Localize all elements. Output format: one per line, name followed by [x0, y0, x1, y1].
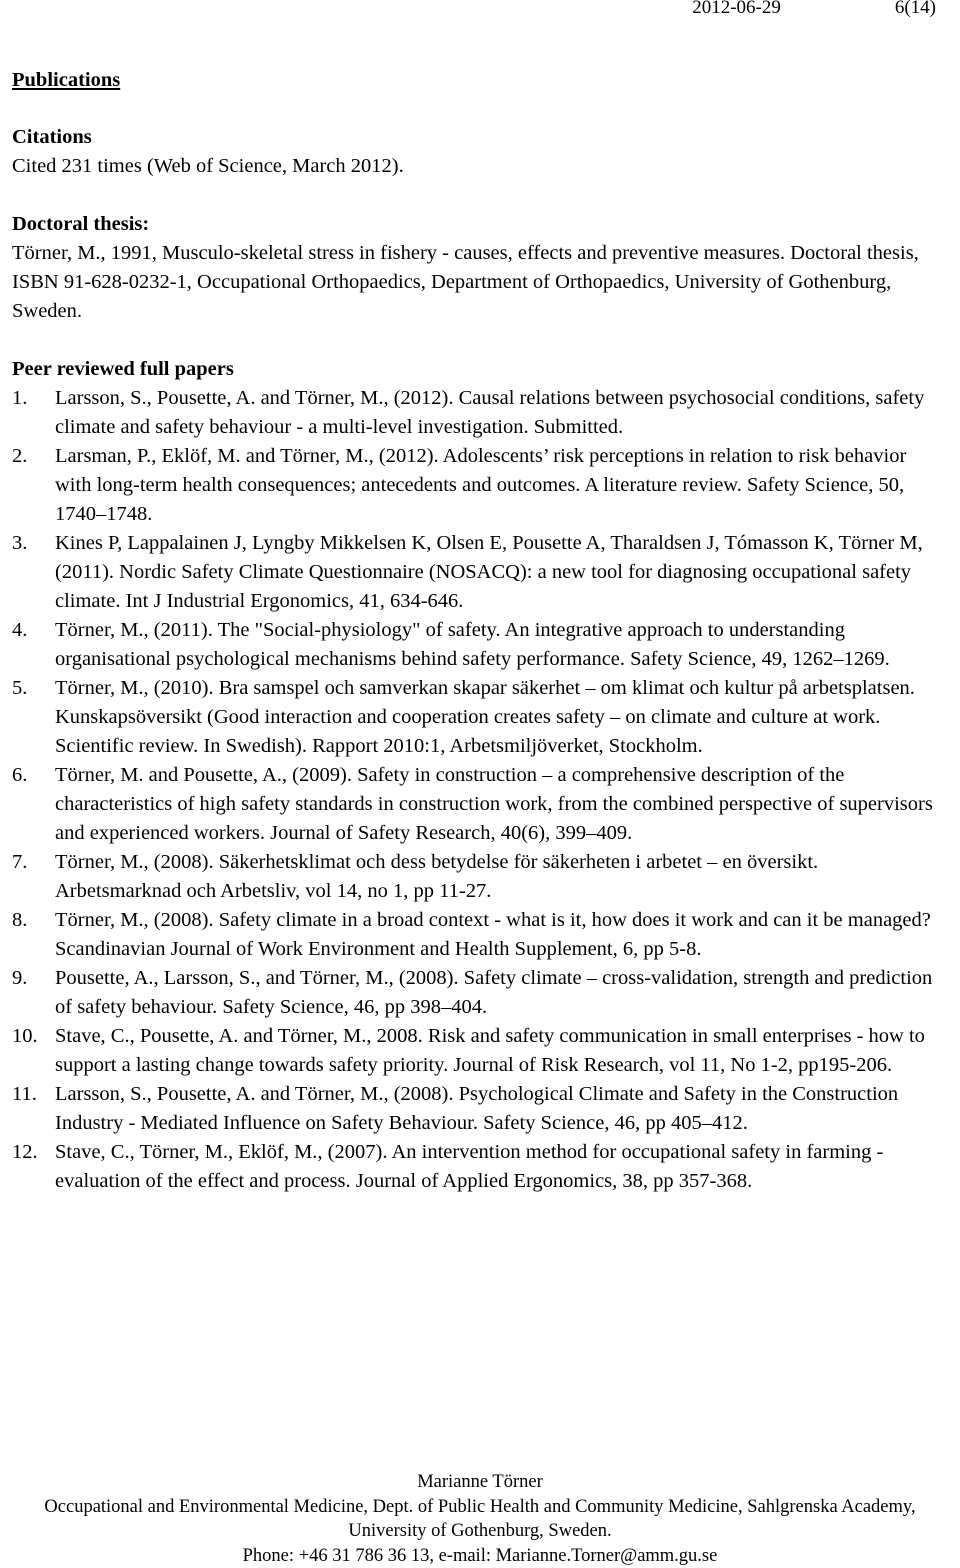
publication-item [12, 442, 942, 529]
publication-text: Törner, M., (2010). Bra samspel och samverkan skapar säkerhet – om klimat och kultur på arbetsplatsen. Kunskapsöversikt (Good interaction and cooperation creates safety – on climate and culture at work. Scientific review. In Swedish). Rapport 2010:1, Arbetsmiljöverket, Stockholm. [55, 677, 915, 757]
publication-item [12, 1138, 942, 1196]
publication-number: 7. [12, 848, 27, 877]
doctoral-text: Törner, M., 1991, Musculo-skeletal stress in fishery - causes, effects and preventive measures. Doctoral thesis, ISBN 91-628-0232-1, Occupational Orthopaedics, Department of Orthopaedics, University of Gothenburg, Sweden. [12, 239, 942, 326]
publication-item [12, 674, 942, 761]
publication-number: 3. [12, 529, 27, 558]
page-header [692, 0, 936, 20]
publication-number: 2. [12, 442, 27, 471]
publication-text: Larsson, S., Pousette, A. and Törner, M., (2012). Causal relations between psychosocial conditions, safety climate and safety behaviour - a multi-level investigation. Submitted. [55, 387, 924, 438]
publication-text: Törner, M., (2008). Säkerhetsklimat och dess betydelse för säkerheten i arbetet – en översikt. Arbetsmarknad och Arbetsliv, vol 14, no 1, pp 11-27. [55, 851, 818, 902]
publication-text: Kines P, Lappalainen J, Lyngby Mikkelsen K, Olsen E, Pousette A, Tharaldsen J, Tómasson K, Törner M, (2011). Nordic Safety Climate Questionnaire (NOSACQ): a new tool for diagnosing occupational safety climate. Int J Industrial Ergonomics, 41, 634-646. [55, 532, 923, 612]
citations-text: Cited 231 times (Web of Science, March 2012). [12, 152, 942, 181]
doctoral-section [12, 210, 942, 326]
publication-number: 6. [12, 761, 27, 790]
peer-section [12, 355, 942, 1196]
footer-university: University of Gothenburg, Sweden. [0, 1519, 960, 1544]
page-footer [0, 1470, 960, 1568]
publication-text: Törner, M., (2008). Safety climate in a broad context - what is it, how does it work and can it be managed? Scandinavian Journal of Work Environment and Health Supplement, 6, pp 5-8. [55, 909, 931, 960]
publication-text: Stave, C., Pousette, A. and Törner, M., 2008. Risk and safety communication in small enterprises - how to support a lasting change towards safety priority. Journal of Risk Research, vol 11, No 1-2, pp195-206. [55, 1025, 925, 1076]
publication-text: Törner, M. and Pousette, A., (2009). Safety in construction – a comprehensive description of the characteristics of high safety standards in construction work, from the combined perspective of supervisors and experienced workers. Journal of Safety Research, 40(6), 399–409. [55, 764, 933, 844]
footer-name: Marianne Törner [0, 1470, 960, 1495]
publication-number: 11. [12, 1080, 37, 1109]
publication-text: Stave, C., Törner, M., Eklöf, M., (2007). An intervention method for occupational safety in farming - evaluation of the effect and process. Journal of Applied Ergonomics, 38, pp 357-368. [55, 1141, 883, 1192]
page-number: 6(14) [895, 0, 936, 18]
publication-number: 8. [12, 906, 27, 935]
publication-text: Larsson, S., Pousette, A. and Törner, M., (2008). Psychological Climate and Safety in the Construction Industry - Mediated Influence on Safety Behaviour. Safety Science, 46, pp 405–412. [55, 1083, 898, 1134]
publication-item [12, 616, 942, 674]
publication-text: Törner, M., (2011). The "Social-physiology" of safety. An integrative approach to understanding organisational psychological mechanisms behind safety performance. Safety Science, 49, 1262–1269. [55, 619, 890, 670]
citations-section [12, 123, 942, 181]
page-title: Publications [12, 66, 942, 95]
publication-item [12, 384, 942, 442]
doctoral-heading: Doctoral thesis: [12, 210, 942, 239]
main-content [12, 66, 942, 1196]
publication-number: 12. [12, 1138, 38, 1167]
publication-number: 1. [12, 384, 27, 413]
publication-item [12, 1080, 942, 1138]
publication-item [12, 529, 942, 616]
peer-heading: Peer reviewed full papers [12, 355, 942, 384]
publication-list [12, 384, 942, 1196]
footer-contact: Phone: +46 31 786 36 13, e-mail: Marianne.Torner@amm.gu.se [0, 1544, 960, 1568]
publication-item [12, 1022, 942, 1080]
publication-number: 10. [12, 1022, 38, 1051]
publication-item [12, 906, 942, 964]
publication-text: Pousette, A., Larsson, S., and Törner, M., (2008). Safety climate – cross-validation, strength and prediction of safety behaviour. Safety Science, 46, pp 398–404. [55, 967, 932, 1018]
citations-heading: Citations [12, 123, 942, 152]
publication-number: 5. [12, 674, 27, 703]
publication-text: Larsman, P., Eklöf, M. and Törner, M., (2012). Adolescents’ risk perceptions in relation to risk behavior with long-term health consequences; antecedents and outcomes. A literature review. Safety Science, 50, 1740–1748. [55, 445, 906, 525]
publication-item [12, 964, 942, 1022]
publication-number: 4. [12, 616, 27, 645]
footer-affiliation: Occupational and Environmental Medicine, Dept. of Public Health and Community Medicine, Sahlgrenska Academy, [0, 1495, 960, 1520]
publication-number: 9. [12, 964, 27, 993]
header-date: 2012-06-29 [692, 0, 781, 18]
publication-item [12, 761, 942, 848]
publication-item [12, 848, 942, 906]
